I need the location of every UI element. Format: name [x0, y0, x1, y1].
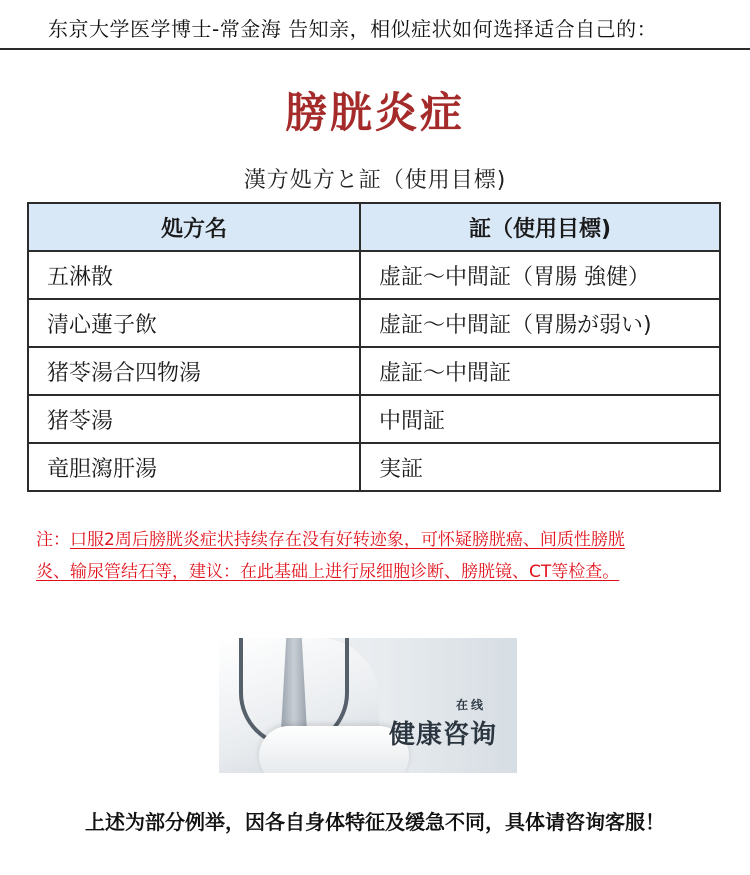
table-cell: 虚証～中間証（胃腸 強健） — [360, 251, 720, 299]
table-cell: 虚証～中間証 — [360, 347, 720, 395]
doctor-arm-image — [259, 726, 409, 773]
column-header-prescription: 処方名 — [28, 203, 360, 251]
prescription-table — [27, 202, 721, 492]
header-text: 东京大学医学博士-常金海 告知亲，相似症状如何选择适合自己的： — [48, 17, 658, 41]
table-header-row — [28, 203, 720, 251]
footer-text: 上述为部分例举，因各自身体特征及缓急不同，具体请咨询客服！ — [85, 810, 665, 834]
table-row — [28, 299, 720, 347]
table-cell: 虚証～中間証（胃腸が弱い) — [360, 299, 720, 347]
warning-note — [36, 524, 706, 588]
page-header — [0, 0, 750, 50]
table-row — [28, 347, 720, 395]
column-header-indication: 証（使用目標) — [360, 203, 720, 251]
table-cell: 猪苓湯合四物湯 — [28, 347, 360, 395]
note-line-2: 炎、输尿管结石等，建议：在此基础上进行尿细胞诊断、膀胱镜、CT等检查。 — [36, 562, 620, 582]
note-line-1: 口服2周后膀胱炎症状持续存在没有好转迹象，可怀疑膀胱癌、间质性膀胱 — [70, 530, 625, 550]
consultation-banner[interactable] — [219, 638, 517, 773]
table-cell: 実証 — [360, 443, 720, 491]
page-subtitle: 漢方処方と証（使用目標) — [243, 168, 507, 193]
table-row — [28, 395, 720, 443]
table-cell: 猪苓湯 — [28, 395, 360, 443]
table-row — [28, 443, 720, 491]
table-cell: 竜胆瀉肝湯 — [28, 443, 360, 491]
banner-small-text: 在线 — [456, 698, 487, 712]
note-prefix: 注： — [36, 530, 70, 550]
banner-big-text: 健康咨询 — [389, 720, 498, 750]
table-row — [28, 251, 720, 299]
page-title: 膀胱炎症 — [284, 88, 465, 137]
table-cell: 五淋散 — [28, 251, 360, 299]
table-cell: 中間証 — [360, 395, 720, 443]
table-cell: 清心蓮子飲 — [28, 299, 360, 347]
